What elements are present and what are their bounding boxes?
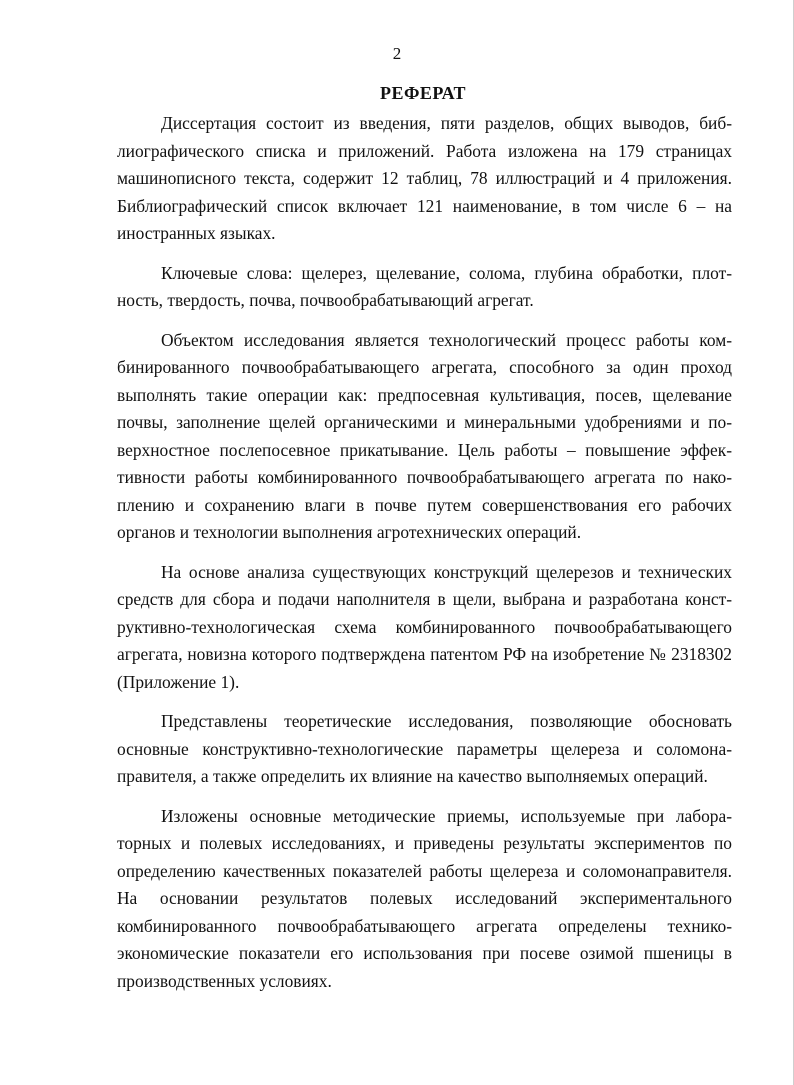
paragraph-theory: Представлены теоретические исследования, позволяющие обосновать основные конструктивно-технологические параметры щелереза и соломонаправителя, а также определить их влияние на качество выполняемых операций. <box>117 711 732 786</box>
paragraph-experiments: Изложены основные методические приемы, используемые при лабораторных и полевых исследованиях, и приведены результаты экспериментов по определению качественных показателей работы щелереза и соломонаправителя. На основании результатов полевых исследований экспериментального комбинированного почвообрабатывающего агрегата определены технико-экономические показатели его использования при посеве озимой пшеницы в производственных условиях. <box>117 805 732 991</box>
page-title: РЕФЕРАТ <box>379 83 467 103</box>
paragraph-keywords: Ключевые слова: щелерез, щелевание, солома, глубина обработки, плотность, твердость, почва, почвообрабатывающий агрегат. <box>117 262 732 310</box>
paragraph-object-and-goal: Объектом исследования является технологический процесс работы комбинированного почвообрабатывающего агрегата, способного за один проход выполнять такие операции как: предпосевная культивация, посев, щелевание почвы, заполнение щелей органическими и минеральными удобрениями и поверхностное послепосевное прикатывание. Цель работы – повышение эффективности работы комбинированного почвообрабатывающего агрегата по накоплению и сохранению влаги в почве путем совершенствования его рабочих органов и технологии выполнения агротехнических операций. <box>117 329 732 542</box>
page-number: 2 <box>392 44 402 63</box>
paragraph-design-scheme: На основе анализа существующих конструкций щелерезов и технических средств для сбора и подачи наполнителя в щели, выбрана и разработана конструктивно-технологическая схема комбинированного почвообрабатывающего агрегата, новизна которого подтверждена патентом РФ на изобретение № 2318302 (Приложение 1). <box>117 561 732 692</box>
abstract-body <box>117 110 732 1007</box>
paragraph-structure: Диссертация состоит из введения, пяти разделов, общих выводов, библиографического списка и приложений. Работа изложена на 179 страницах машинописного текста, содержит 12 таблиц, 78 иллюстраций и 4 приложения. Библиографический список включает 121 наименование, в том числе 6 – на иностранных языках. <box>117 113 732 243</box>
